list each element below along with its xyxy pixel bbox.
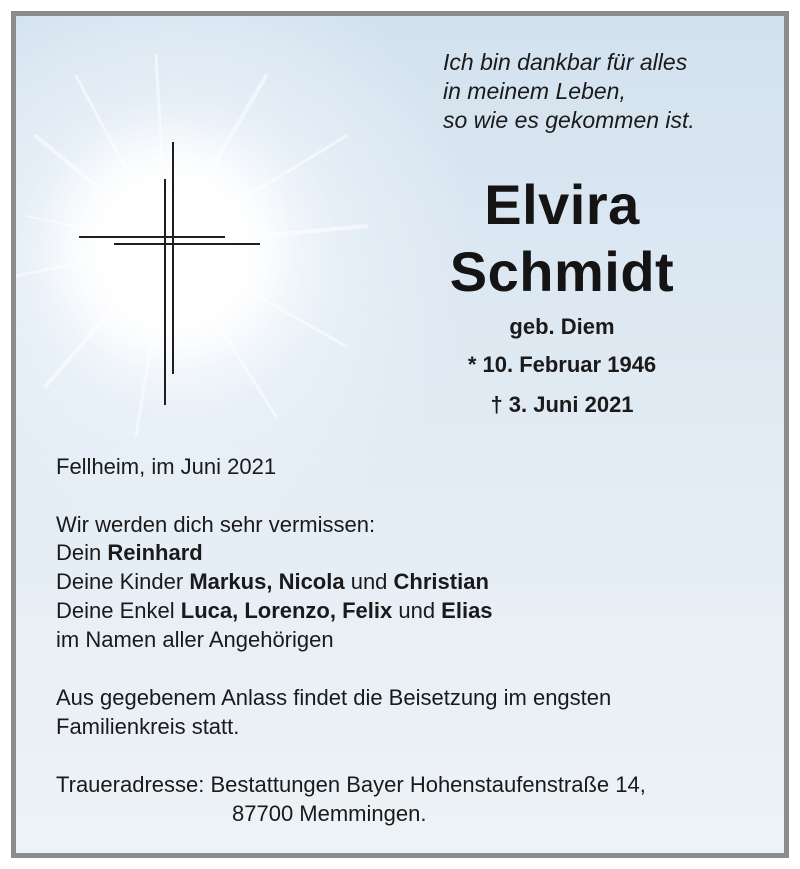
grandchildren-prefix: Deine Enkel [56, 598, 181, 623]
birth-name: geb. Diem [509, 314, 615, 339]
quote-line: Ich bin dankbar für alles [443, 49, 688, 75]
quote-line: in meinem Leben, [443, 78, 626, 104]
children-and: und [344, 569, 394, 594]
children-last-name: Christian [393, 569, 489, 594]
quote-line: so wie es gekommen ist. [443, 107, 695, 133]
mourner-family: im Namen aller Angehörigen [56, 627, 334, 652]
quote [443, 48, 695, 135]
grandchildren-and: und [392, 598, 442, 623]
children-names: Markus, Nicola [189, 569, 345, 594]
grandchildren-last-name: Elias [441, 598, 493, 623]
place-date: Fellheim, im Juni 2021 [56, 454, 277, 479]
mourners-intro: Wir werden dich sehr vermissen: [56, 512, 376, 537]
partner-prefix: Dein [56, 540, 108, 565]
obituary-frame [11, 11, 789, 858]
mourner-grandchildren [56, 598, 493, 624]
children-prefix: Deine Kinder [56, 569, 190, 594]
notice-line: Familienkreis statt. [56, 714, 240, 739]
address-line: 87700 Memmingen. [232, 801, 427, 826]
death-date: † 3. Juni 2021 [490, 392, 634, 417]
partner-name: Reinhard [107, 540, 203, 565]
mourner-children [56, 569, 489, 595]
grandchildren-names: Luca, Lorenzo, Felix [180, 598, 393, 623]
deceased-last-name: Schmidt [449, 240, 675, 303]
deceased-first-name: Elvira [484, 173, 640, 236]
notice-line: Aus gegebenem Anlass findet die Beisetzung im engsten [56, 685, 612, 710]
birth-date: * 10. Februar 1946 [467, 352, 657, 377]
mourner-partner [56, 540, 203, 566]
address-line: Traueradresse: Bestattungen Bayer Hohenstaufenstraße 14, [56, 772, 646, 797]
